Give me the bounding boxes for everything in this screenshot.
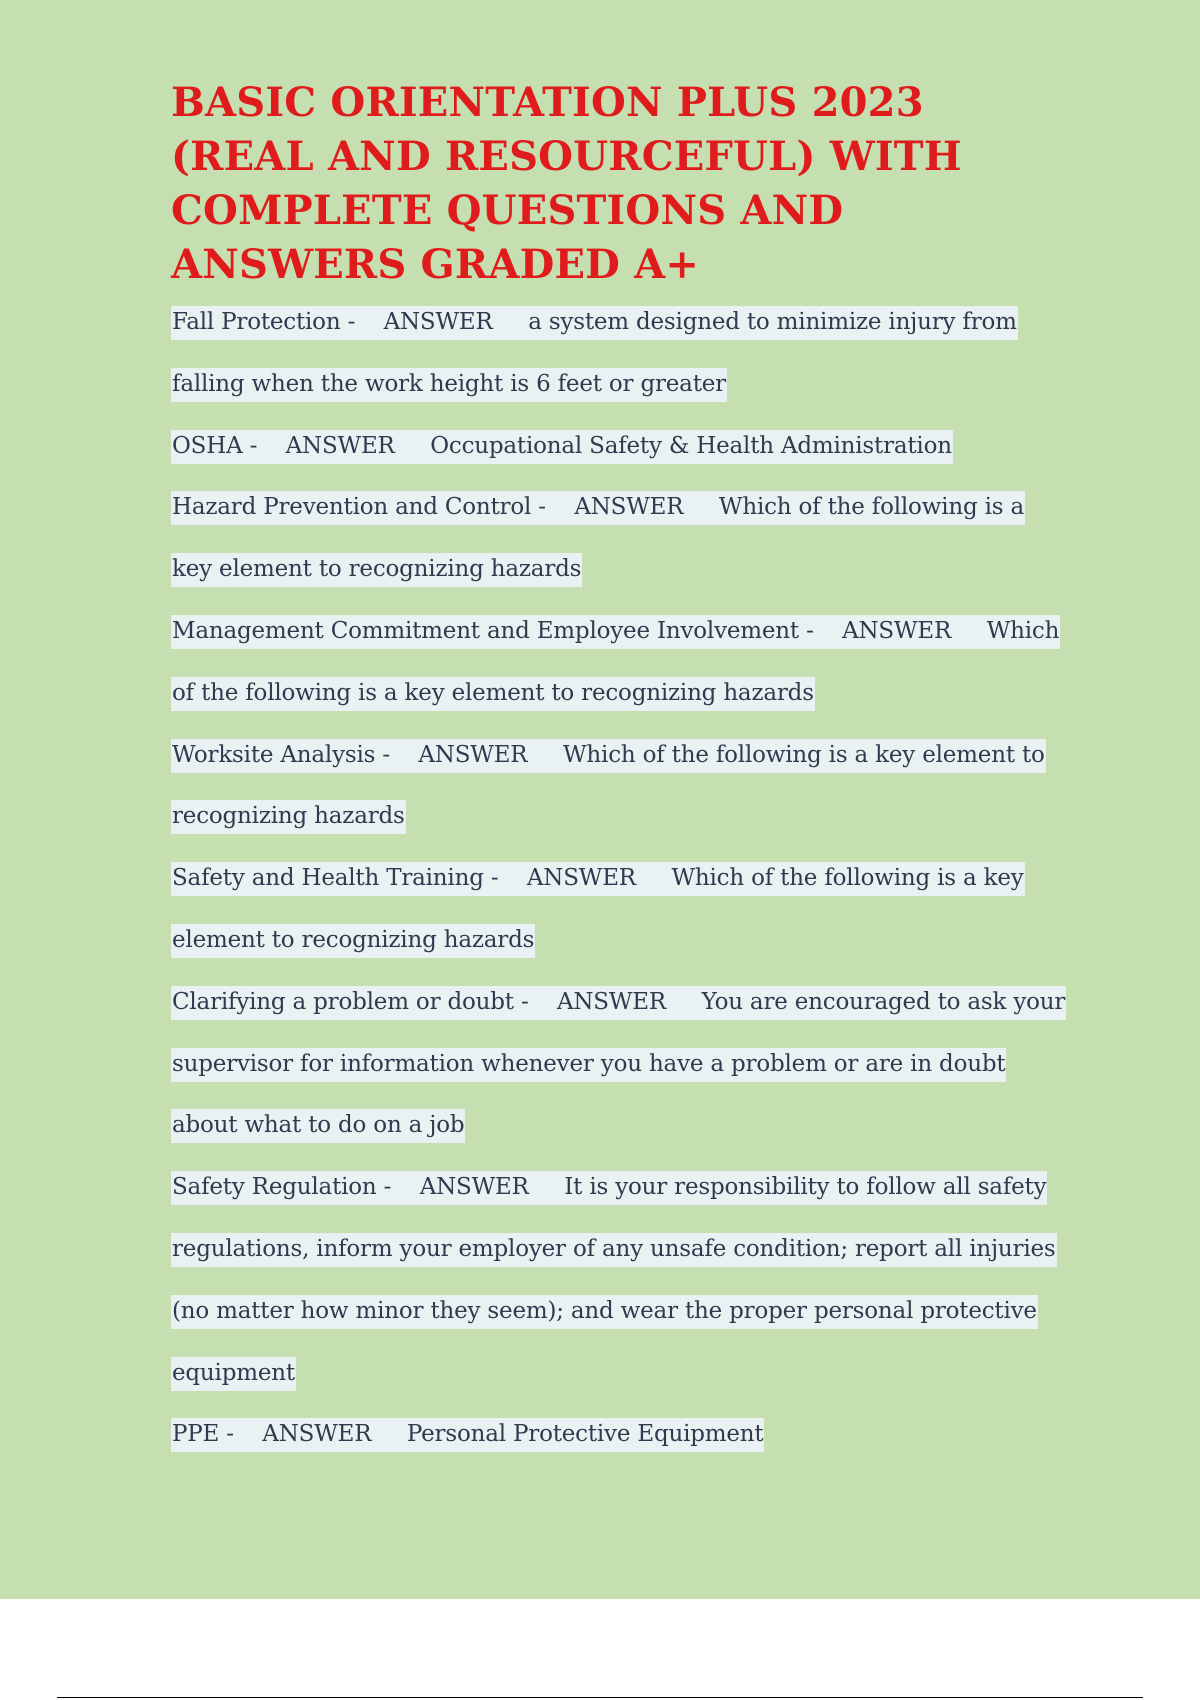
qa-entry [171, 416, 1071, 478]
qa-term: Safety Regulation [172, 1174, 377, 1201]
qa-entry-text: Clarifying a problem or doubt - ANSWER You are encouraged to ask your supervisor for information whenever you have a problem or are in doubt about what to do on a job [171, 986, 1066, 1144]
qa-term: Management Commitment and Employee Involvement [172, 617, 799, 644]
qa-answer: Personal Protective Equipment [406, 1421, 764, 1448]
answer-marker: ANSWER [285, 432, 395, 459]
qa-entry [171, 972, 1071, 1157]
qa-list [171, 292, 1071, 1466]
qa-entry [171, 477, 1071, 601]
answer-marker: ANSWER [262, 1421, 372, 1448]
qa-answer: Which of the following is a key element to recognizing hazards [172, 617, 1060, 706]
qa-entry-text: OSHA - ANSWER Occupational Safety & Health Administration [171, 430, 953, 464]
document-content [171, 76, 1071, 1466]
qa-answer: Which of the following is a key element to recognizing hazards [172, 741, 1045, 830]
qa-term: Clarifying a problem or doubt [172, 988, 514, 1015]
qa-term: Safety and Health Training [172, 865, 484, 892]
qa-entry-text: Hazard Prevention and Control - ANSWER Which of the following is a key element to recognizing hazards [171, 491, 1025, 587]
qa-entry-text: Worksite Analysis - ANSWER Which of the following is a key element to recognizing hazards [171, 739, 1046, 835]
qa-answer: It is your responsibility to follow all safety regulations, inform your employer of any unsafe condition; report all injuries (no matter how minor they seem); and wear the proper personal protective equipment [172, 1174, 1056, 1386]
qa-entry-text: Management Commitment and Employee Involvement - ANSWER Which of the following is a key element to recognizing hazards [171, 615, 1060, 711]
answer-marker: ANSWER [383, 309, 493, 335]
qa-entry [171, 1157, 1071, 1404]
qa-answer: Occupational Safety & Health Administration [430, 432, 952, 459]
qa-entry [171, 848, 1071, 972]
answer-marker: ANSWER [574, 494, 684, 521]
answer-marker: ANSWER [556, 988, 667, 1015]
qa-answer: Which of the following is a key element to recognizing hazards [172, 865, 1024, 953]
qa-entry [171, 1404, 1071, 1466]
qa-term: Worksite Analysis [172, 741, 376, 768]
qa-term: PPE [172, 1421, 220, 1448]
qa-entry-text: PPE - ANSWER Personal Protective Equipment [171, 1418, 764, 1452]
document-title: BASIC ORIENTATION PLUS 2023 (REAL AND RESOURCEFUL) WITH COMPLETE QUESTIONS AND ANSWERS GRADED A+ [171, 79, 962, 288]
qa-term: Hazard Prevention and Control [172, 494, 532, 521]
answer-marker: ANSWER [842, 617, 952, 644]
qa-entry-text: Safety Regulation - ANSWER It is your responsibility to follow all safety regulations, inform your employer of any unsafe condition; report all injuries (no matter how minor they seem); and wear the proper personal protective equipment [171, 1171, 1057, 1390]
qa-entry [171, 725, 1071, 849]
qa-entry [171, 601, 1071, 725]
qa-term: Fall Protection [172, 309, 341, 335]
footer-divider [57, 1697, 1143, 1698]
qa-answer: a system designed to minimize injury from falling when the work height is 6 feet or greater [172, 309, 1017, 397]
qa-entry-text: Safety and Health Training - ANSWER Which of the following is a key element to recognizing hazards [171, 862, 1025, 958]
qa-term: OSHA [172, 432, 243, 459]
answer-marker: ANSWER [418, 741, 528, 768]
qa-entry-text: Fall Protection - ANSWER a system designed to minimize injury from falling when the work height is 6 feet or greater [171, 306, 1018, 402]
qa-answer: You are encouraged to ask your supervisor for information whenever you have a problem or are in doubt about what to do on a job [172, 988, 1066, 1139]
answer-marker: ANSWER [419, 1174, 529, 1201]
qa-answer: Which of the following is a key element to recognizing hazards [172, 494, 1024, 583]
answer-marker: ANSWER [526, 865, 636, 892]
qa-entry [171, 292, 1071, 416]
